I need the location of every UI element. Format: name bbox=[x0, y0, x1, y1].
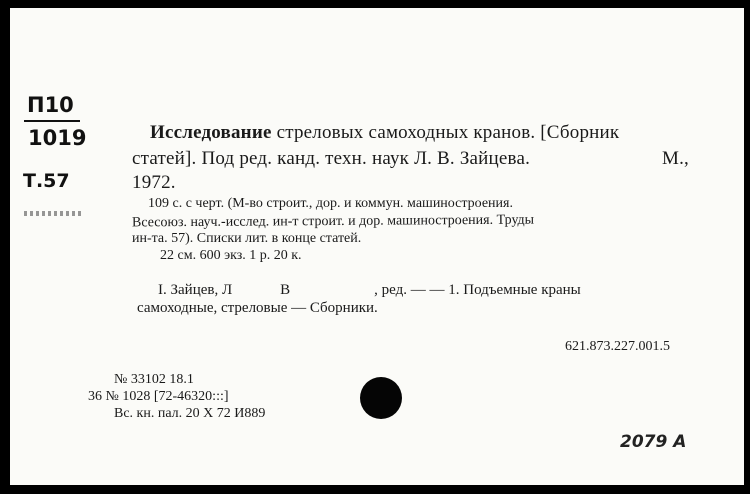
collation-line4: 22 см. 600 экз. 1 р. 20 к. bbox=[160, 248, 302, 263]
tracing-line2: самоходные, стреловые — Сборники. bbox=[137, 300, 378, 316]
catalog-card bbox=[10, 8, 744, 485]
collation-line3: ин-та. 57). Списки лит. в конце статей. bbox=[132, 231, 362, 246]
title-line1 bbox=[150, 122, 619, 144]
tracing-subject: , ред. — — 1. Подъемные краны bbox=[374, 282, 581, 298]
year: 1972. bbox=[132, 172, 176, 193]
order-number: 36 № 1028 [72-46320:::] bbox=[88, 389, 229, 404]
shelfmark-line2: 1019 bbox=[28, 126, 87, 150]
collation-line2: Всесоюз. науч.-исслед. ин-т строит. и дор. машиностроения. Труды bbox=[131, 212, 535, 231]
registry-number: № 33102 18.1 bbox=[114, 372, 194, 387]
tracing-line1 bbox=[158, 282, 581, 299]
tracing-author: I. Зайцев, Л bbox=[158, 282, 233, 298]
punch-hole bbox=[360, 377, 402, 419]
classification-number: 621.873.227.001.5 bbox=[565, 339, 670, 354]
collation-line1: 109 с. с черт. (М-во строит., дор. и коммун. машиностроения. bbox=[148, 196, 513, 211]
title-rest: стреловых самоходных кранов. [Сборник bbox=[276, 122, 620, 143]
smudge-mark bbox=[24, 211, 84, 216]
shelfmark-divider bbox=[24, 120, 80, 122]
place: М., bbox=[662, 148, 689, 169]
title-line2: статей]. Под ред. канд. техн. наук Л. В. Зайцева. bbox=[132, 148, 531, 169]
corner-handwritten-mark: 2079 А bbox=[620, 432, 687, 452]
shelfmark-line1: П10 bbox=[27, 93, 74, 117]
heading-word: Исследование bbox=[150, 122, 272, 143]
printing-info: Вс. кн. пал. 20 X 72 И889 bbox=[114, 406, 266, 421]
shelfmark-line3: Т.57 bbox=[23, 170, 70, 192]
tracing-initial: В bbox=[280, 282, 291, 298]
